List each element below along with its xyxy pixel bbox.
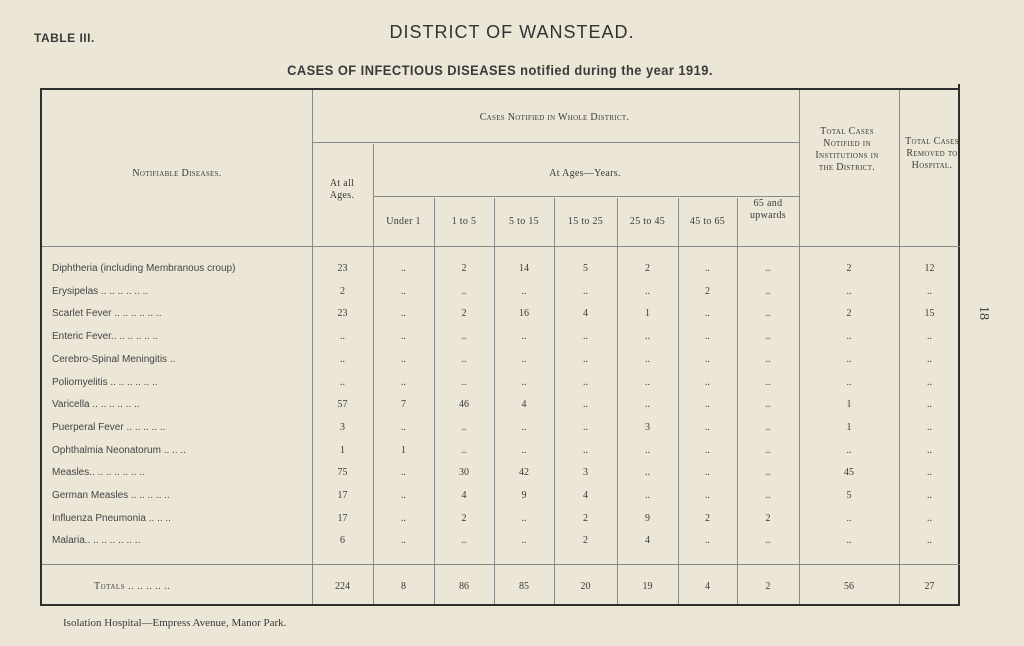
table-cell: 3 — [340, 421, 345, 433]
table-cell: 1 — [401, 444, 406, 456]
totals-cell: 56 — [844, 581, 854, 592]
table-cell: .. — [583, 285, 588, 297]
table-cell: .. — [645, 376, 650, 388]
table-cell: .. — [765, 308, 771, 320]
table-cell: 23 — [337, 308, 348, 320]
table-cell: .. — [927, 376, 932, 388]
table-cell: 12 — [924, 263, 935, 274]
table-cell: 2 — [645, 263, 650, 274]
infectious-diseases-table — [40, 88, 960, 606]
table-cell: .. — [765, 353, 771, 365]
table-cell: .. — [765, 399, 771, 411]
footer-note: Isolation Hospital—Empress Avenue, Manor Park. — [63, 617, 287, 629]
table-cell: .. — [927, 467, 932, 479]
table-cell: .. — [401, 376, 406, 388]
rule-line — [899, 90, 900, 604]
table-cell: .. — [927, 285, 932, 297]
header-notifiable-diseases: Notifiable Diseases. — [132, 168, 222, 179]
table-cell: 4 — [645, 535, 650, 547]
disease-name: Ophthalmia Neonatorum .. .. .. — [52, 444, 186, 456]
table-cell: .. — [521, 512, 527, 524]
table-cell: 17 — [337, 490, 348, 501]
table-cell: 2 — [461, 512, 467, 524]
table-cell: .. — [765, 535, 771, 547]
table-cell: .. — [401, 421, 406, 433]
table-cell: 42 — [519, 467, 529, 479]
table-cell: 2 — [461, 263, 467, 274]
table-cell: 1 — [645, 308, 650, 320]
page-number: 18 — [976, 306, 991, 320]
rule-line — [434, 198, 435, 604]
table-cell: 15 — [924, 308, 935, 320]
table-cell: .. — [461, 444, 467, 456]
table-cell: .. — [705, 331, 710, 343]
table-cell: .. — [340, 376, 345, 388]
table-cell: 46 — [459, 399, 469, 411]
table-cell: 17 — [337, 512, 348, 524]
table-cell: .. — [645, 331, 650, 343]
totals-cell: 8 — [401, 581, 406, 592]
header-at-ages: At Ages—Years. — [549, 168, 621, 179]
table-cell: .. — [927, 512, 932, 524]
table-cell: .. — [927, 444, 932, 456]
table-cell: .. — [705, 444, 710, 456]
table-cell: 2 — [846, 263, 852, 274]
table-cell: 75 — [337, 467, 348, 479]
table-cell: 9 — [521, 490, 527, 501]
rule-line — [373, 144, 374, 604]
header-whole-district: Cases Notified in Whole District. — [479, 112, 630, 123]
table-cell: .. — [401, 308, 406, 320]
table-cell: .. — [401, 467, 406, 479]
table-cell: .. — [583, 444, 588, 456]
table-cell: .. — [583, 421, 588, 433]
rule-line — [554, 198, 555, 604]
table-number: TABLE III. — [34, 31, 95, 45]
table-cell: 5 — [846, 490, 852, 501]
header-removed: Total Cases Removed to Hospital. — [905, 136, 959, 171]
table-cell: .. — [927, 490, 932, 501]
table-cell: .. — [846, 376, 852, 388]
disease-name: Measles.. .. .. .. .. .. .. — [52, 467, 145, 479]
table-cell: .. — [765, 444, 771, 456]
totals-cell: 4 — [705, 581, 710, 592]
table-cell: .. — [461, 285, 467, 297]
table-cell: .. — [645, 353, 650, 365]
table-cell: 2 — [340, 285, 345, 297]
table-cell: .. — [583, 331, 588, 343]
totals-cell: 224 — [335, 581, 350, 592]
rule-line — [617, 198, 618, 604]
table-cell: .. — [401, 285, 406, 297]
disease-name: Poliomyelitis .. .. .. .. .. .. — [52, 376, 158, 388]
header-age-group: 45 to 65 — [689, 216, 726, 227]
table-cell: 7 — [401, 399, 406, 411]
disease-name: Influenza Pneumonia .. .. .. — [52, 512, 171, 524]
table-cell: .. — [521, 331, 527, 343]
table-cell: 45 — [844, 467, 854, 479]
table-cell: .. — [846, 444, 852, 456]
table-cell: 2 — [846, 308, 852, 320]
table-cell: .. — [927, 399, 932, 411]
table-cell: .. — [401, 263, 406, 274]
totals-cell: 86 — [459, 581, 469, 592]
header-institutions: Total Cases Notified in Institutions in the District. — [815, 126, 879, 173]
table-cell: 3 — [645, 421, 650, 433]
header-age-group: 25 to 45 — [629, 216, 666, 227]
table-cell: .. — [765, 285, 771, 297]
table-cell: 1 — [846, 399, 852, 411]
table-cell: .. — [705, 467, 710, 479]
table-cell: .. — [645, 444, 650, 456]
disease-name: Enteric Fever.. .. .. .. .. .. — [52, 331, 159, 343]
table-cell: .. — [927, 331, 932, 343]
totals-cell: 85 — [519, 581, 529, 592]
table-cell: .. — [645, 490, 650, 501]
table-cell: 16 — [519, 308, 529, 320]
table-cell: 1 — [846, 421, 852, 433]
rule-line — [799, 90, 800, 604]
disease-name: German Measles .. .. .. .. .. — [52, 490, 170, 501]
table-subtitle: CASES OF INFECTIOUS DISEASES notified during the year 1919. — [287, 62, 713, 78]
rule-line — [373, 196, 799, 197]
table-cell: 2 — [765, 512, 771, 524]
page-title: DISTRICT OF WANSTEAD. — [389, 22, 635, 42]
table-cell: .. — [705, 308, 710, 320]
table-cell: .. — [765, 331, 771, 343]
table-cell: .. — [583, 353, 588, 365]
table-cell: .. — [765, 421, 771, 433]
rule-line — [737, 198, 738, 604]
table-cell: 4 — [521, 399, 527, 411]
table-cell: .. — [645, 285, 650, 297]
table-cell: .. — [765, 263, 771, 274]
header-all-ages: At all Ages. — [329, 178, 355, 201]
disease-name: Cerebro-Spinal Meningitis .. — [52, 353, 176, 365]
disease-name: Puerperal Fever .. .. .. .. .. — [52, 421, 166, 433]
table-cell: .. — [401, 490, 406, 501]
table-cell: .. — [705, 376, 710, 388]
table-cell: 6 — [340, 535, 345, 547]
table-cell: .. — [846, 285, 852, 297]
totals-label: Totals .. .. .. .. .. — [94, 581, 171, 592]
table-cell: .. — [461, 353, 467, 365]
table-cell: 4 — [583, 490, 588, 501]
table-cell: 9 — [645, 512, 650, 524]
table-cell: .. — [401, 331, 406, 343]
table-cell: 3 — [583, 467, 588, 479]
table-cell: .. — [765, 376, 771, 388]
rule-line — [678, 198, 679, 604]
rule-line — [494, 198, 495, 604]
rule-line — [42, 564, 960, 565]
table-cell: 57 — [337, 399, 348, 411]
table-cell: .. — [461, 421, 467, 433]
table-cell: 30 — [459, 467, 469, 479]
table-cell: .. — [705, 353, 710, 365]
table-cell: .. — [521, 421, 527, 433]
table-cell: .. — [705, 263, 710, 274]
table-cell: .. — [705, 490, 710, 501]
disease-name: Diphtheria (including Membranous croup) — [52, 263, 236, 274]
table-cell: .. — [340, 353, 345, 365]
table-cell: 2 — [583, 535, 588, 547]
table-cell: .. — [705, 535, 710, 547]
header-age-group: 65 and upwards — [750, 198, 786, 221]
table-cell: .. — [927, 353, 932, 365]
table-cell: .. — [401, 535, 406, 547]
table-cell: .. — [846, 512, 852, 524]
disease-name: Varicella .. .. .. .. .. .. — [52, 399, 140, 411]
header-age-group: 1 to 5 — [451, 216, 477, 227]
table-cell: .. — [521, 353, 527, 365]
table-cell: .. — [583, 399, 588, 411]
disease-name: Erysipelas .. .. .. .. .. .. — [52, 285, 149, 297]
disease-name: Malaria.. .. .. .. .. .. .. — [52, 535, 141, 547]
table-cell: .. — [461, 535, 467, 547]
table-cell: .. — [461, 376, 467, 388]
table-cell: .. — [521, 376, 527, 388]
table-cell: 23 — [337, 263, 348, 274]
totals-cell: 2 — [765, 581, 771, 592]
totals-cell: 19 — [642, 581, 653, 592]
table-cell: .. — [521, 444, 527, 456]
table-cell: .. — [645, 467, 650, 479]
table-cell: .. — [846, 353, 852, 365]
table-cell: 2 — [705, 512, 710, 524]
disease-name: Scarlet Fever .. .. .. .. .. .. — [52, 308, 162, 320]
table-cell: .. — [340, 331, 345, 343]
table-cell: .. — [765, 467, 771, 479]
table-cell: .. — [705, 399, 710, 411]
totals-cell: 20 — [580, 581, 591, 592]
totals-cell: 27 — [924, 581, 935, 592]
table-cell: .. — [765, 490, 771, 501]
table-cell: .. — [461, 331, 467, 343]
header-age-group: Under 1 — [386, 216, 421, 227]
header-age-group: 5 to 15 — [509, 216, 539, 227]
table-cell: .. — [583, 376, 588, 388]
table-cell: 4 — [461, 490, 467, 501]
table-cell: .. — [846, 535, 852, 547]
header-age-group: 15 to 25 — [567, 216, 604, 227]
table-cell: .. — [521, 535, 527, 547]
rule-line — [312, 142, 799, 143]
table-cell: 14 — [519, 263, 529, 274]
table-cell: 2 — [583, 512, 588, 524]
table-cell: .. — [645, 399, 650, 411]
rule-line — [312, 90, 313, 604]
table-cell: 2 — [461, 308, 467, 320]
table-cell: .. — [705, 421, 710, 433]
table-cell: .. — [846, 331, 852, 343]
table-cell: 1 — [340, 444, 345, 456]
table-cell: .. — [927, 535, 932, 547]
rule-line — [42, 246, 960, 247]
table-cell: .. — [521, 285, 527, 297]
table-cell: 5 — [583, 263, 588, 274]
table-cell: .. — [401, 512, 406, 524]
table-cell: .. — [927, 421, 932, 433]
table-cell: 4 — [583, 308, 588, 320]
table-cell: 2 — [705, 285, 710, 297]
table-cell: .. — [401, 353, 406, 365]
